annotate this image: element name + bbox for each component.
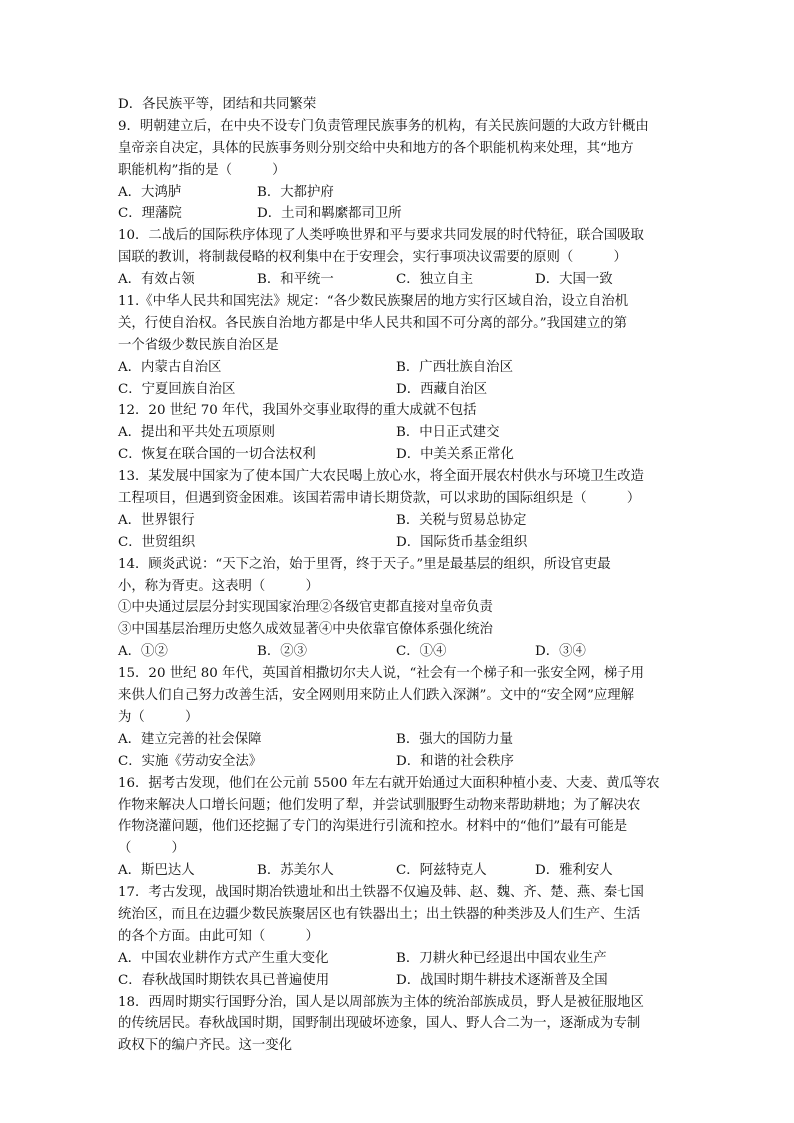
question-13-stem: 13．某发展中国家为了使本国广大农民喝上放心水，将全面开展农村供水与环境卫生改造 — [118, 469, 644, 485]
q11-option-b: B．广西壮族自治区 — [396, 359, 513, 375]
q16-option-d: D．雅利安人 — [535, 863, 613, 879]
q12-option-d: D．中美关系正常化 — [396, 447, 514, 463]
q13-option-d: D．国际货币基金组织 — [396, 534, 528, 550]
question-10-stem: 国联的教训，将制裁侵略的权利集中在于安理会，实行事项决议需要的原则（ ） — [118, 250, 627, 266]
q12-option-b: B．中日正式建交 — [396, 425, 500, 441]
question-13-stem: 工程项目，但遇到资金困难。该国若需申请长期贷款，可以求助的国际组织是（ ） — [118, 491, 641, 507]
question-14-stem: 小，称为胥吏。这表明（ ） — [118, 578, 319, 594]
question-12-options — [118, 444, 678, 466]
question-17-stem: 统治区，而且在边疆少数民族聚居区也有铁器出土；出土铁器的种类涉及人们生产、生活 — [118, 906, 641, 922]
question-16-stem: 16．据考古发现，他们在公元前 5500 年左右就开始通过大面积种植小麦、大麦、黄瓜等农 — [118, 775, 660, 791]
question-17-options — [118, 948, 678, 970]
q17-option-d: D．战国时期牛耕技术逐渐普及全国 — [396, 972, 608, 988]
question-15-options — [118, 751, 678, 773]
q17-option-c: C．春秋战国时期铁农具已普遍使用 — [118, 972, 330, 988]
question-9-options — [118, 203, 678, 225]
q17-option-b: B．刀耕火种已经退出中国农业生产 — [396, 950, 607, 966]
q10-option-b: B．和平统一 — [257, 272, 334, 288]
q9-option-a: A．大鸿胪 — [118, 184, 182, 200]
q10-option-c: C．独立自主 — [396, 272, 474, 288]
question-17-options — [118, 970, 678, 992]
q16-option-a: A．斯巴达人 — [118, 863, 195, 879]
question-17-stem: 的各个方面。由此可知（ ） — [118, 928, 319, 944]
q9-option-c: C．理藩院 — [118, 206, 182, 222]
question-14-statements: ①中央通过层层分封实现国家治理②各级官吏都直接对皇帝负责 — [118, 600, 493, 616]
question-12-stem: 12．20 世纪 70 年代，我国外交事业取得的重大成就不包括 — [118, 403, 477, 419]
q14-option-d: D．③④ — [535, 644, 586, 660]
question-16-stem: 作物来解决人口增长问题；他们发明了犁，并尝试驯服野生动物来帮助耕地；为了解决农 — [118, 797, 641, 813]
q10-option-d: D．大国一致 — [535, 272, 613, 288]
q15-option-c: C．实施《劳动安全法》 — [118, 753, 263, 769]
question-16-stem: （ ） — [118, 841, 185, 857]
q11-option-d: D．西藏自治区 — [396, 381, 488, 397]
q11-option-c: C．宁夏回族自治区 — [118, 381, 236, 397]
q16-option-c: C．阿兹特克人 — [396, 863, 487, 879]
question-15-stem: 为（ ） — [118, 709, 199, 725]
question-18-stem: 政权下的编户齐民。这一变化 — [118, 1038, 293, 1054]
question-17-stem: 17．考古发现，战国时期冶铁遗址和出土铁器不仅遍及韩、赵、魏、齐、楚、燕、秦七国 — [118, 885, 644, 901]
q8-option-d: D．各民族平等，团结和共同繁荣 — [118, 97, 317, 112]
question-15-stem: 15．20 世纪 80 年代，英国首相撒切尔夫人说，“社会有一个梯子和一张安全网，梯子用 — [118, 666, 645, 682]
question-18-stem: 的传统居民。春秋战国时期，国野制出现破坏迹象，国人、野人合二为一，逐渐成为专制 — [118, 1016, 641, 1032]
q13-option-c: C．世贸组织 — [118, 534, 196, 550]
question-14-statements: ③中国基层治理历史悠久成效显著④中央依靠官僚体系强化统治 — [118, 622, 493, 638]
question-13-options — [118, 532, 678, 554]
q12-option-a: A．提出和平共处五项原则 — [118, 425, 275, 441]
question-9-stem: 皇帝亲自决定，具体的民族事务则分别交给中央和地方的各个职能机构来处理，其“地方 — [118, 140, 634, 156]
question-16-options — [118, 860, 678, 882]
question-11-options — [118, 357, 678, 379]
q15-option-a: A．建立完善的社会保障 — [118, 731, 262, 747]
q9-option-d: D．土司和羁縻都司卫所 — [257, 206, 402, 222]
question-11-stem: 一个省级少数民族自治区是 — [118, 337, 279, 353]
question-11-stem: 11.《中华人民共和国宪法》规定：“各少数民族聚居的地方实行区域自治，设立自治机 — [118, 294, 629, 310]
question-12-options — [118, 422, 678, 444]
q12-option-c: C．恢复在联合国的一切合法权利 — [118, 447, 316, 463]
question-9-options — [118, 182, 678, 204]
q16-option-b: B．苏美尔人 — [257, 863, 334, 879]
question-10-stem: 10．二战后的国际秩序体现了人类呼唤世界和平与要求共同发展的时代特征，联合国吸取 — [118, 228, 644, 244]
q17-option-a: A．中国农业耕作方式产生重大变化 — [118, 950, 329, 966]
q15-option-d: D．和谐的社会秩序 — [396, 753, 514, 769]
exam-page — [118, 94, 678, 1057]
q11-option-a: A．内蒙古自治区 — [118, 359, 222, 375]
question-14-stem: 14．顾炎武说：“天下之治，始于里胥，终于天子。”里是最基层的组织，所设官吏最 — [118, 556, 611, 572]
question-11-stem: 关，行使自治权。各民族自治地方都是中华人民共和国不可分离的部分。”我国建立的第 — [118, 315, 627, 331]
question-9-stem: 职能机构”指的是（ ） — [118, 162, 286, 178]
q13-option-b: B．关税与贸易总协定 — [396, 512, 527, 528]
question-15-stem: 来供人们自己努力改善生活，安全网则用来防止人们跌入深渊”。文中的“安全网”应理解 — [118, 688, 634, 704]
q15-option-b: B．强大的国防力量 — [396, 731, 513, 747]
question-9-stem: 9．明朝建立后，在中央不设专门负责管理民族事务的机构，有关民族问题的大政方针概由 — [118, 118, 649, 134]
question-11-options — [118, 379, 678, 401]
q13-option-a: A．世界银行 — [118, 512, 195, 528]
question-13-options — [118, 510, 678, 532]
question-15-options — [118, 729, 678, 751]
q14-option-a: A．①② — [118, 644, 168, 660]
question-10-options — [118, 269, 678, 291]
q14-option-c: C．①④ — [396, 644, 447, 660]
q10-option-a: A．有效占领 — [118, 272, 195, 288]
q14-option-b: B．②③ — [257, 644, 308, 660]
question-16-stem: 作物浇灌问题，他们还挖掘了专门的沟渠进行引流和控水。材料中的“他们”最有可能是 — [118, 819, 628, 835]
q9-option-b: B．大都护府 — [257, 184, 334, 200]
question-18-stem: 18．西周时期实行国野分治，国人是以周部族为主体的统治部族成员，野人是被征服地区 — [118, 994, 644, 1010]
question-14-options — [118, 641, 678, 663]
